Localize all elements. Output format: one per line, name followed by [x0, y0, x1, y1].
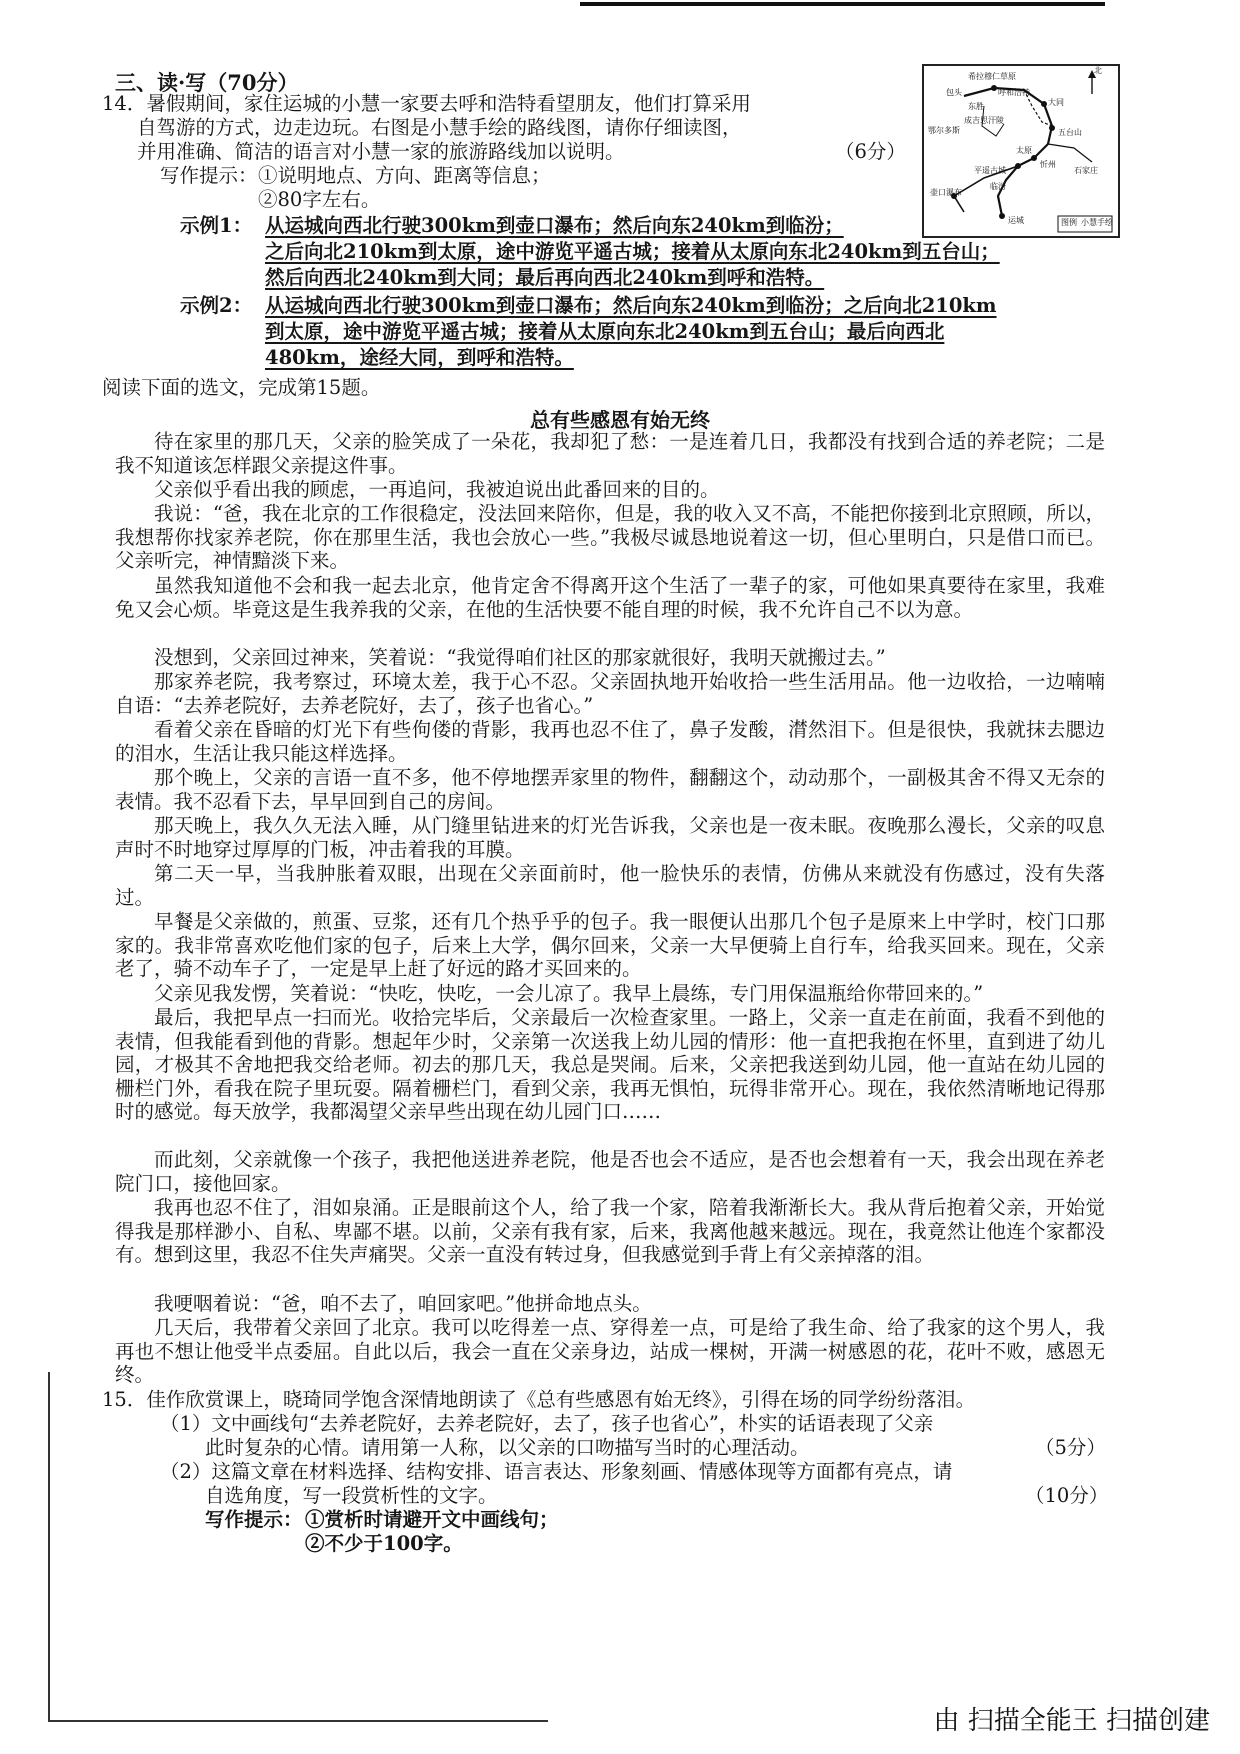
answer-area-left-rule	[48, 1372, 50, 1722]
passage-paragraph: 我哽咽着说：“爸，咱不去了，咱回家吧。”他拼命地点头。	[154, 1292, 652, 1315]
passage-paragraph: 没想到，父亲回过神来，笑着说：“我觉得咱们社区的那家就很好，我明天就搬过去。”	[154, 646, 886, 669]
reading-intro: 阅读下面的选文，完成第15题。	[102, 376, 381, 399]
passage-paragraph: 那天晚上，我久久无法入睡，从门缝里钻进来的灯光告诉我，父亲也是一夜未眠。夜晚那么漫长，父亲的叹息声时不时地穿过厚厚的门板，冲击着我的耳膜。	[115, 814, 1105, 861]
passage-paragraph: 而此刻，父亲就像一个孩子，我把他送进养老院，他是否也会不适应，是否也会想着有一天，我会出现在养老院门口，接他回家。	[115, 1148, 1105, 1195]
q15-tip-2: ②不少于100字。	[305, 1532, 463, 1555]
map-label: 临汾	[990, 182, 1006, 191]
map-label: 平遥古城	[974, 166, 1006, 175]
q15-tip-label: 写作提示：	[205, 1508, 303, 1531]
passage-paragraph: 最后，我把早点一扫而光。收拾完毕后，父亲最后一次检查家里。一路上，父亲一直走在前面，我看不到他的表情，但我能看到他的背影。想起年少时，父亲第一次送我上幼儿园的情形：他一直把我抱在怀里，直到进了幼儿园，才极其不舍地把我交给老师。初去的那几天，我总是哭闹。后来，父亲把我送到幼儿园，他一直站在幼儿园的栅栏门外，看我在院子里玩耍。隔着栅栏门，看到父亲，我再无惧怕，玩得非常开心。现在，我依然清晰地记得那时的感觉。每天放学，我都渴望父亲早些出现在幼儿园门口……	[115, 1006, 1105, 1124]
passage-paragraph: 那家养老院，我考察过，环境太差，我于心不忍。父亲固执地开始收拾一些生活用品。他一边收拾，一边喃喃自语：“去养老院好，去养老院好，去了，孩子也省心。”	[115, 670, 1105, 717]
map-label: 忻州	[1040, 160, 1056, 169]
route-map	[922, 64, 1120, 238]
passage-paragraph: 第二天一早，当我肿胀着双眼，出现在父亲面前时，他一脸快乐的表情，仿佛从来就没有伤感过，没有失落过。	[115, 862, 1105, 909]
map-north-label: 北	[1094, 66, 1102, 75]
q14-line-3: 并用准确、简洁的语言对小慧一家的旅游路线加以说明。	[137, 140, 625, 163]
passage-paragraph: 父亲见我发愣，笑着说：“快吃，快吃，一会儿凉了。我早上晨练，专门用保温瓶给你带回来的。”	[154, 982, 984, 1005]
map-label: 呼和浩特	[998, 88, 1030, 97]
q15-sub2-score: （10分）	[1025, 1484, 1109, 1507]
q15-sub1-score: （5分）	[1035, 1436, 1106, 1459]
q15-stem: 15．佳作欣赏课上，晓琦同学饱含深情地朗读了《总有些感恩有始无终》，引得在场的同学纷纷落泪。	[102, 1388, 976, 1411]
map-label: 东胜	[968, 102, 984, 111]
passage-paragraph: 那个晚上，父亲的言语一直不多，他不停地摆弄家里的物件，翻翻这个，动动那个，一副极其舍不得又无奈的表情。我不忍看下去，早早回到自己的房间。	[115, 766, 1105, 813]
passage-paragraph: 我说：“爸，我在北京的工作很稳定，没法回来陪你，但是，我的收入又不高，不能把你接到北京照顾，所以，我想帮你找家养老院，你在那里生活，我也会放心一些。”我极尽诚恳地说着这一切，但心里明白，只是借口而已。父亲听完，神情黯淡下来。	[115, 502, 1105, 573]
example-2-line-3: 480km，途经大同，到呼和浩特。	[265, 346, 574, 369]
map-label: 包头	[946, 88, 962, 97]
example-2-line-1: 从运城向西北行驶300km到壶口瀑布；然后向东240km到临汾；之后向北210km	[265, 294, 997, 317]
passage-paragraph: 看着父亲在昏暗的灯光下有些佝偻的背影，我再也忍不住了，鼻子发酸，潸然泪下。但是很快，我就抹去腮边的泪水，生活让我只能这样选择。	[115, 718, 1105, 765]
map-label: 小慧手绘	[1081, 218, 1113, 227]
map-label: 运城	[1008, 216, 1024, 225]
q14-score: （6分）	[835, 140, 906, 163]
passage-paragraph: 父亲似乎看出我的顾虑，一再追问，我被迫说出此番回来的目的。	[154, 478, 720, 501]
passage-paragraph: 早餐是父亲做的，煎蛋、豆浆，还有几个热乎乎的包子。我一眼便认出那几个包子是原来上中学时，校门口那家的。我非常喜欢吃他们家的包子，后来上大学，偶尔回来，父亲一大早便骑上自行车，给我买回来。现在，父亲老了，骑不动车子了，一定是早上赶了好远的路才买回来的。	[115, 910, 1105, 981]
example-1-line-1: 从运城向西北行驶300km到壶口瀑布；然后向东240km到临汾；	[265, 214, 844, 237]
q15-sub1-line-2: 此时复杂的心情。请用第一人称，以父亲的口吻描写当时的心理活动。	[205, 1436, 810, 1459]
q14-line-1: 14．暑假期间，家住运城的小慧一家要去呼和浩特看望朋友，他们打算采用	[102, 92, 751, 115]
q14-line-2: 自驾游的方式，边走边玩。右图是小慧手绘的路线图，请你仔细读图，	[137, 116, 742, 139]
map-label: 五台山	[1058, 128, 1082, 137]
example-1-line-3: 然后向西北240km到大同；最后再向西北240km到呼和浩特。	[265, 266, 825, 289]
map-label: 壶口瀑布	[930, 188, 962, 197]
section-heading: 三、读·写（70分）	[115, 70, 299, 95]
q15-tip-1: ①赏析时请避开文中画线句；	[305, 1508, 559, 1531]
scanner-watermark: 由 扫描全能王 扫描创建	[933, 1706, 1210, 1736]
q15-sub2-line-1: （2）这篇文章在材料选择、结构安排、语言表达、形象刻画、情感体现等方面都有亮点，请	[160, 1460, 953, 1483]
q14-tip-label: 写作提示：	[160, 164, 258, 187]
map-label: 希拉穆仁草原	[968, 72, 1016, 81]
passage-paragraph: 待在家里的那几天，父亲的脸笑成了一朵花，我却犯了愁：一是连着几日，我都没有找到合适的养老院；二是我不知道该怎样跟父亲提这件事。	[115, 430, 1105, 477]
map-label: 成吉思汗陵	[964, 116, 1004, 125]
map-label: 大同	[1048, 98, 1064, 107]
passage-title: 总有些感恩有始无终	[530, 408, 710, 432]
map-label: 图例	[1061, 218, 1077, 227]
q14-tip-2: ②80字左右。	[258, 188, 381, 211]
map-label: 太原	[1016, 146, 1032, 155]
q15-sub1-line-1: （1）文中画线句“去养老院好，去养老院好，去了，孩子也省心”，朴实的话语表现了父亲	[160, 1412, 934, 1435]
q14-tip-1: ①说明地点、方向、距离等信息；	[258, 164, 551, 187]
passage-paragraph: 几天后，我带着父亲回了北京。我可以吃得差一点、穿得差一点，可是给了我生命、给了我家的这个男人，我再也不想让他受半点委屈。自此以后，我会一直在父亲身边，站成一棵树，开满一树感恩的花，花叶不败，感恩无终。	[115, 1316, 1105, 1387]
answer-area-bottom-rule	[48, 1720, 548, 1722]
passage-paragraph: 虽然我知道他不会和我一起去北京，他肯定舍不得离开这个生活了一辈子的家，可他如果真要待在家里，我难免又会心烦。毕竟这是生我养我的父亲，在他的生活快要不能自理的时候，我不允许自己不以为意。	[115, 574, 1105, 621]
example-1-line-2: 之后向北210km到太原，途中游览平遥古城；接着从太原向东北240km到五台山；	[265, 240, 1000, 263]
example-1-label: 示例1：	[180, 214, 253, 237]
passage-paragraph: 我再也忍不住了，泪如泉涌。正是眼前这个人，给了我一个家，陪着我渐渐长大。我从背后抱着父亲，开始觉得我是那样渺小、自私、卑鄙不堪。以前，父亲有我有家，后来，我离他越来越远。现在，我竟然让他连个家都没有。想到这里，我忍不住失声痛哭。父亲一直没有转过身，但我感觉到手背上有父亲掉落的泪。	[115, 1196, 1105, 1267]
top-rule	[580, 2, 1105, 6]
q15-sub2-line-2: 自选角度，写一段赏析性的文字。	[205, 1484, 498, 1507]
map-label: 鄂尔多斯	[928, 126, 960, 135]
example-2-label: 示例2：	[180, 294, 253, 317]
example-2-line-2: 到太原，途中游览平遥古城；接着从太原向东北240km到五台山；最后向西北	[265, 320, 945, 343]
map-label: 石家庄	[1074, 166, 1098, 175]
